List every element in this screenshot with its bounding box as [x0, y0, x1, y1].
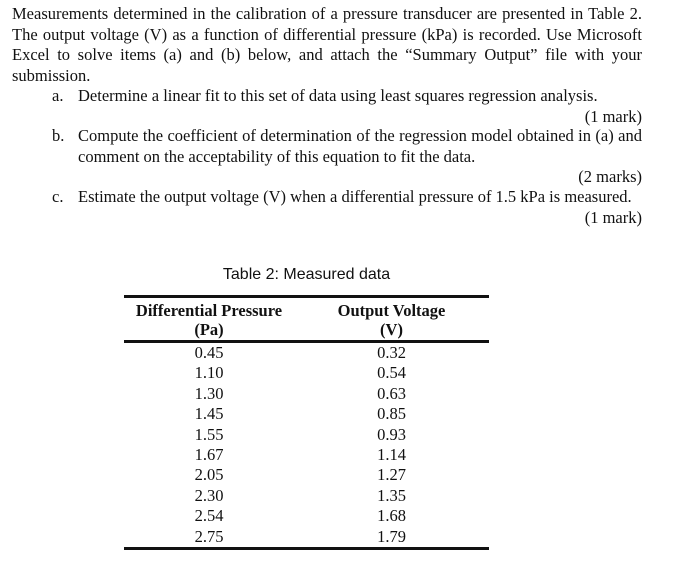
pressure-cell: 2.75 — [194, 526, 224, 546]
item-c — [52, 187, 642, 228]
item-a — [52, 86, 642, 127]
header-output-voltage — [294, 297, 489, 342]
voltage-cell: 0.85 — [377, 404, 406, 424]
pressure-cell: 2.30 — [194, 485, 224, 505]
pressure-cell: 2.54 — [194, 506, 224, 526]
voltage-cell: 1.79 — [377, 526, 406, 546]
pressure-cell: 1.10 — [194, 363, 224, 383]
voltage-cell: 0.32 — [377, 343, 406, 362]
table-row — [124, 527, 489, 549]
table-row — [124, 404, 489, 424]
header-pressure-unit: (Pa) — [194, 320, 224, 339]
pressure-cell: 2.05 — [194, 465, 224, 485]
header-voltage-label: Output Voltage — [337, 301, 446, 320]
voltage-cell: 0.63 — [377, 383, 406, 403]
voltage-cell: 1.14 — [377, 445, 406, 465]
table-row — [124, 342, 489, 364]
voltage-cell: 0.93 — [377, 424, 406, 444]
item-c-question: Estimate the output voltage (V) when a differential pressure of 1.5 kPa is measured. — [78, 187, 632, 206]
table-row — [124, 465, 489, 485]
item-c-marks: (1 mark) — [584, 207, 642, 227]
table-row — [124, 384, 489, 404]
item-b — [52, 126, 642, 188]
table-row — [124, 506, 489, 526]
table-row — [124, 445, 489, 465]
header-pressure-label: Differential Pressure — [135, 301, 283, 320]
measured-data-table — [124, 295, 489, 550]
pressure-cell: 1.67 — [194, 445, 224, 465]
item-a-text: Determine a linear fit to this set of data using least squares regression analysis. — [78, 86, 598, 105]
item-b-text: Compute the coefficient of determination of the regression model obtained in (a) and comment on the acceptability of this equation to fit the data. — [78, 126, 642, 166]
pressure-cell: 1.30 — [194, 383, 224, 403]
voltage-cell: 1.68 — [377, 506, 406, 526]
header-differential-pressure — [124, 297, 294, 342]
table-row — [124, 363, 489, 383]
item-c-text — [78, 187, 642, 227]
item-c-letter: c. — [52, 187, 64, 206]
pressure-cell: 1.45 — [194, 404, 224, 424]
pressure-cell: 0.45 — [194, 343, 224, 362]
item-a-letter: a. — [52, 86, 64, 105]
table-caption: Table 2: Measured data — [222, 266, 391, 283]
voltage-cell: 1.35 — [377, 485, 406, 505]
table-row — [124, 425, 489, 445]
header-voltage-unit: (V) — [380, 320, 403, 339]
pressure-cell: 1.55 — [194, 424, 224, 444]
item-b-marks: (2 marks) — [578, 167, 642, 186]
problem-intro: Measurements determined in the calibration of a pressure transducer are presented in Table 2. The output voltage (V) as a function of differential pressure (kPa) is recorded. Use Microsoft Excel to solve items (a) and (b) below, and attach the “Summary Output” file with your submission. — [12, 4, 642, 85]
voltage-cell: 0.54 — [377, 363, 406, 383]
item-b-letter: b. — [52, 126, 65, 145]
voltage-cell: 1.27 — [377, 465, 406, 485]
table-row — [124, 486, 489, 506]
table-header-row — [124, 297, 489, 342]
item-a-marks: (1 mark) — [584, 106, 642, 126]
